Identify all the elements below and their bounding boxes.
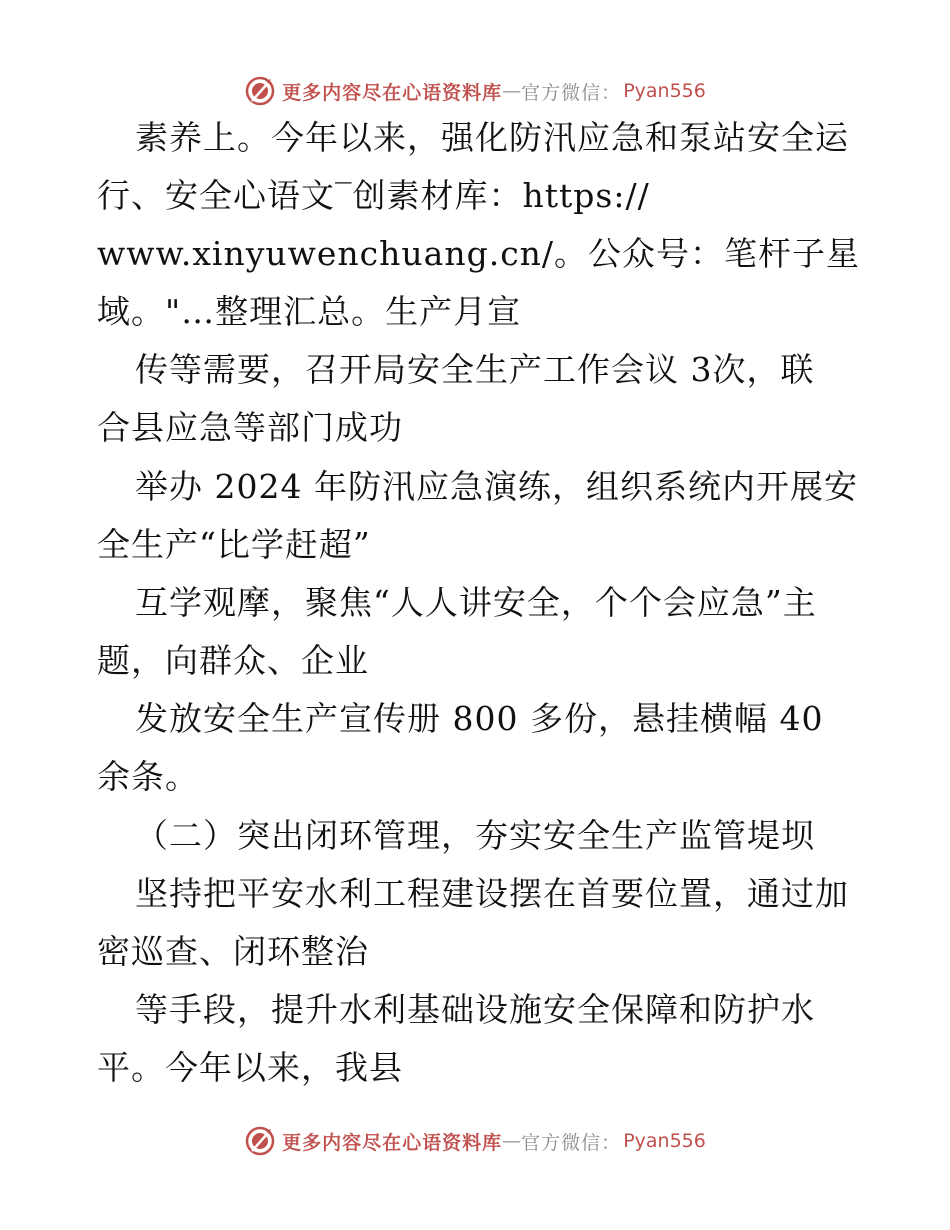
text-line: 发放安全生产宣传册 800 多份，悬挂横幅 40 bbox=[135, 699, 824, 738]
text-line: 传等需要，召开局安全生产工作会议 3次，联 bbox=[135, 350, 815, 389]
header-watermark-banner bbox=[0, 71, 950, 111]
banner-subtitle: 官方微信： bbox=[521, 1131, 622, 1154]
text-line: 密巡查、闭环整治 bbox=[97, 932, 369, 971]
text-line: 举办 2024 年防汛应急演练，组织系统内开展安 bbox=[135, 467, 858, 506]
pen-seal-logo-icon bbox=[244, 1125, 276, 1157]
banner-subtitle: 官方微信： bbox=[521, 81, 622, 104]
text-line: www.xinyuwenchuang.cn/。公众号：笔杆子星 bbox=[97, 234, 861, 273]
text-line: 域。"…整理汇总。生产月宣 bbox=[97, 292, 522, 331]
banner-title: 更多内容尽在心语资料库 bbox=[282, 1131, 503, 1154]
banner-separator: — bbox=[502, 1130, 522, 1152]
pen-seal-logo-icon bbox=[244, 75, 276, 107]
banner-wechat-id: Pyan556 bbox=[623, 1130, 706, 1152]
text-line: 题，向群众、企业 bbox=[97, 641, 369, 680]
section-heading: （二）突出闭环管理，夯实安全生产监管堤坝 bbox=[135, 816, 815, 855]
banner-separator: — bbox=[502, 80, 522, 102]
text-line: 合县应急等部门成功 bbox=[97, 408, 403, 447]
text-line: 互学观摩，聚焦“人人讲安全，个个会应急”主 bbox=[135, 583, 817, 622]
footer-watermark-banner bbox=[0, 1121, 950, 1161]
banner-title: 更多内容尽在心语资料库 bbox=[282, 81, 503, 104]
banner-wechat-id: Pyan556 bbox=[623, 80, 706, 102]
text-line: 等手段，提升水利基础设施安全保障和防护水 bbox=[135, 990, 815, 1029]
text-line: 全生产“比学赶超” bbox=[97, 525, 371, 564]
text-line: 坚持把平安水利工程建设摆在首要位置，通过加 bbox=[135, 874, 849, 913]
text-line: 平。今年以来，我县 bbox=[97, 1048, 403, 1087]
text-line: 行、安全心语文‾创素材库：https:// bbox=[97, 176, 650, 215]
text-line: 素养上。今年以来，强化防汛应急和泵站安全运 bbox=[135, 118, 849, 157]
text-line: 余条。 bbox=[97, 757, 199, 796]
